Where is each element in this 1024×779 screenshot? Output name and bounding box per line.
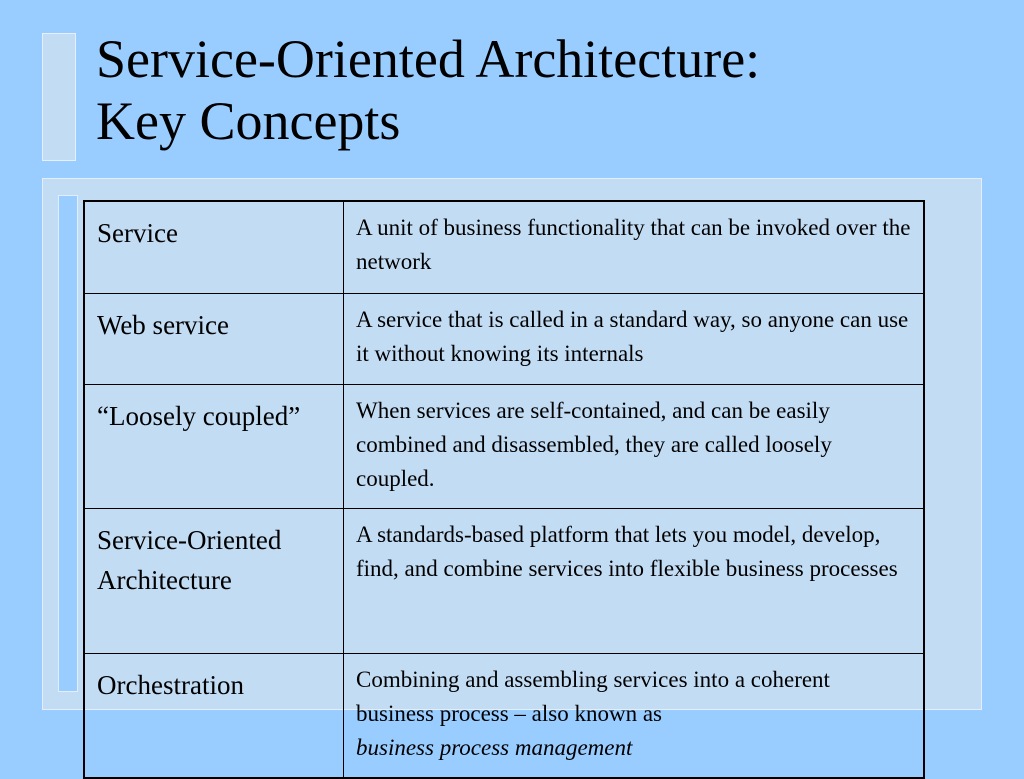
panel-accent-bar bbox=[58, 195, 78, 692]
definition-cell bbox=[344, 654, 925, 779]
definition-emphasis: business process management bbox=[356, 735, 633, 760]
table-row bbox=[84, 509, 924, 654]
term-cell: Service-Oriented Architecture bbox=[84, 509, 344, 654]
slide-title-line-1: Service-Oriented Architecture: bbox=[96, 29, 761, 89]
slide-title-line-2: Key Concepts bbox=[96, 91, 401, 151]
definition-cell: A service that is called in a standard way, so anyone can use it without knowing its internals bbox=[344, 294, 925, 385]
slide-title bbox=[96, 28, 976, 152]
term-cell: “Loosely coupled” bbox=[84, 385, 344, 509]
term-cell: Web service bbox=[84, 294, 344, 385]
title-accent-bar bbox=[42, 33, 76, 161]
table-row bbox=[84, 294, 924, 385]
table-row bbox=[84, 201, 924, 294]
definition-cell: A standards-based platform that lets you model, develop, find, and combine services into flexible business processes bbox=[344, 509, 925, 654]
definition-cell: A unit of business functionality that can be invoked over the network bbox=[344, 201, 925, 294]
table-row bbox=[84, 385, 924, 509]
definition-cell: When services are self-contained, and can be easily combined and disassembled, they are called loosely coupled. bbox=[344, 385, 925, 509]
definition-text: Combining and assembling services into a coherent business process – also known as bbox=[356, 667, 830, 726]
term-cell: Orchestration bbox=[84, 654, 344, 779]
table-row bbox=[84, 654, 924, 779]
concepts-table bbox=[83, 200, 925, 779]
term-cell: Service bbox=[84, 201, 344, 294]
